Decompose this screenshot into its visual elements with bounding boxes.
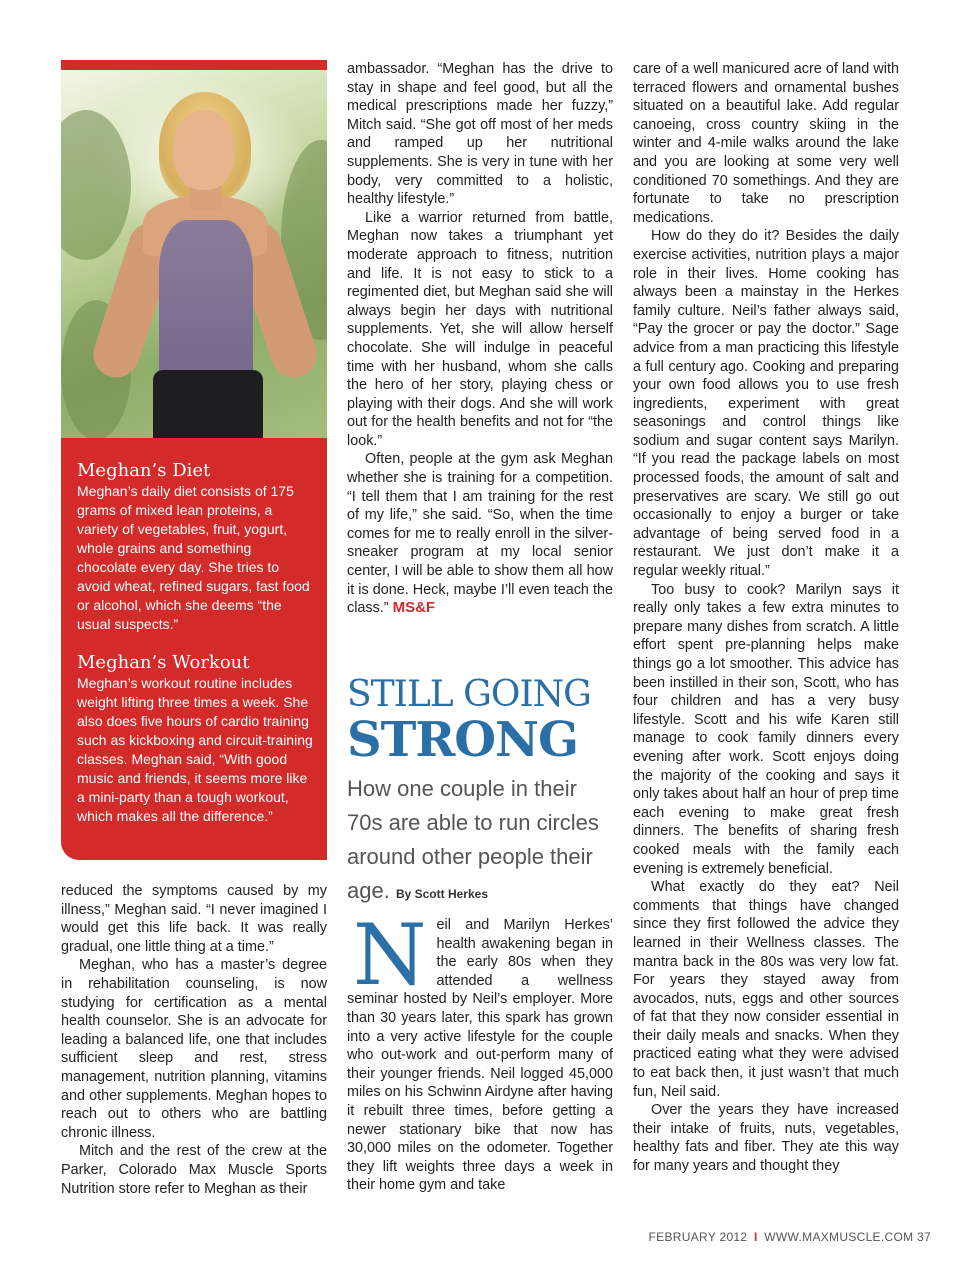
paragraph-text: Often, people at the gym ask Meghan whether she is training for a competition. “I tell them that I am training for the rest of my life,” she said. “So, when the time comes for me to really enroll in the silver-sneaker program at my local senior center, I will be able to show them all how it is done. Heck, maybe I’ll even teach the class.” — [347, 451, 613, 617]
column-2-text — [347, 60, 613, 618]
diet-text: Meghan’s daily diet consists of 175 grams of mixed lean proteins, a variety of vegetables, fruit, yogurt, whole grains and something chocolate every day. She tries to avoid wheat, refined sugars, fast food or alcohol, which she deems “the usual suspects.” — [77, 483, 310, 632]
paragraph: ambassador. “Meghan has the drive to stay in shape and feel good, but all the medical prescriptions made her fuzzy,” Mitch said. “She got off most of her meds and ramped up her nutritional supplements. She is very in tune with her body, very committed to a holistic, healthy lifestyle.” — [347, 61, 613, 208]
byline: By Scott Herkes — [395, 887, 488, 901]
workout-text: Meghan’s workout routine includes weight lifting three times a week. She also does five hours of cardio training such as kickboxing and circuit-training classes. Meghan said, “With good music and friends, it seems more like a mini-party than a tough workout, which makes all the difference.” — [77, 675, 313, 824]
column-1-text — [61, 882, 327, 1198]
workout-heading: Meghan’s Workout — [77, 652, 250, 673]
headline-dek — [347, 772, 617, 911]
diet-heading: Meghan’s Diet — [77, 460, 211, 481]
paragraph: Meghan, who has a master’s degree in rehabilitation counseling, is now studying for certification as a mental health counselor. She is an advocate for leading a balanced life, one that includes sufficient sleep and rest, stress management, nutrition planning, vitamins and other supplements. Meghan hopes to reach out to others who are battling chronic illness. — [61, 957, 327, 1141]
paragraph: Mitch and the rest of the crew at the Parker, Colorado Max Muscle Sports Nutrition store refer to Meghan as their — [61, 1143, 327, 1197]
paragraph: care of a well manicured acre of land with terraced flowers and ornamental bushes situated on a beautiful lake. Add regular canoeing, cross country skiing in the winter and 4-mile walks around the lake and you are looking at some very well conditioned 70 somethings. And they are fortunate to take no prescription medications. — [633, 61, 899, 226]
footer-site: WWW.MAXMUSCLE.COM — [764, 1230, 914, 1244]
red-accent-bar — [61, 60, 327, 70]
drop-cap: N — [353, 906, 427, 1004]
paragraph: Like a warrior returned from battle, Meghan now takes a triumphant yet moderate approach to fitness, nutrition and life. It is not easy to stick to a regimented diet, but Meghan said she will always begin her days with nutritional supplements. Yet, she will allow herself chocolate. She will indulge in peaceful time with her husband, whom she calls the hero of her story, playing chess or playing with their dogs. And she will work out for the health benefits and not for “the look.” — [347, 209, 613, 449]
column-2-article-body — [347, 906, 613, 1195]
paragraph-text: eil and Marilyn Herkes’ health awakening began in the early 80s when they attended a wellness seminar hosted by Neil’s employer. More than 30 years later, this spark has grown into a very active lifestyle for the couple who out-work and out-perform many of their younger friends. Neil logged 45,000 miles on his Schwinn Airdyne after having it rebuilt three times, before getting a newer stationary bike that now has 30,000 miles on the odometer. Together they lift weights three days a week in their home gym and take — [347, 917, 613, 1194]
page-footer — [649, 1230, 931, 1244]
dek-text: How one couple in their 70s are able to run circles around other people their age. — [347, 776, 599, 903]
footer-separator: I — [754, 1230, 758, 1244]
photo-woman-outdoors — [61, 70, 327, 438]
headline-line-2: STRONG — [347, 712, 578, 768]
paragraph: What exactly do they eat? Neil comments that things have changed since they first followed the advice they learned in their Wellness classes. The mantra back in the 80s was very low fat. For years they stayed away from avocados, nuts, eggs and other sources of fat that they now consider essential in their daily meals and snacks. When they practiced eating what they were advised to eat back then, it just wasn’t that much fun, Neil said. — [633, 879, 899, 1100]
paragraph: Too busy to cook? Marilyn says it really only takes a few extra minutes to prepare many dishes from scratch. A little effort spent pre-planning helps make things go a lot smoother. This advice has been instilled in their son, Scott, who has four children and has a very busy lifestyle. Scott and his wife Karen still manage to cook family dinners every evening after work. Scott enjoys doing the majority of the cooking and says it only takes about half an hour of prep time each evening to make great fresh dinners. The benefits of sharing fresh cooked meals with the family each evening is extremely beneficial. — [633, 581, 899, 877]
page-number: 37 — [917, 1230, 931, 1244]
paragraph — [347, 450, 613, 617]
paragraph: reduced the symptoms caused by my illness,” Meghan said. “I never imagined I would get this life back. It was really gradual, one little thing at a time.” — [61, 883, 327, 955]
column-3-text — [633, 60, 899, 1176]
paragraph — [347, 906, 613, 1195]
sidebar-box — [61, 438, 327, 860]
paragraph: Over the years they have increased their intake of fruits, nuts, vegetables, healthy fats and fiber. They ate this way for many years and thought they — [633, 1102, 899, 1175]
footer-date: FEBRUARY 2012 — [648, 1230, 748, 1244]
article-headline — [347, 676, 617, 911]
paragraph: How do they do it? Besides the daily exercise activities, nutrition plays a major role in their lives. Home cooking has always been a mainstay in the Herkes family culture. Neil’s father always said, “Pay the grocer or pay the doctor.” Sage advice from a man practicing this lifestyle a full century ago. Cooking and preparing your own food allows you to use fresh ingredients, experiment with great seasonings and control things like sodium and sugar content says Marilyn. “If you read the package labels on most processed foods, the amount of salt and preservatives are scary. We still go out occasionally to enjoy a burger or take advantage of being served food in a restaurant. We just don’t make it a regular weekly ritual.” — [633, 228, 899, 580]
photo-sidebar-block — [61, 60, 327, 860]
headline-line-1: STILL GOING — [347, 674, 591, 715]
end-mark: MS&F — [392, 599, 436, 617]
